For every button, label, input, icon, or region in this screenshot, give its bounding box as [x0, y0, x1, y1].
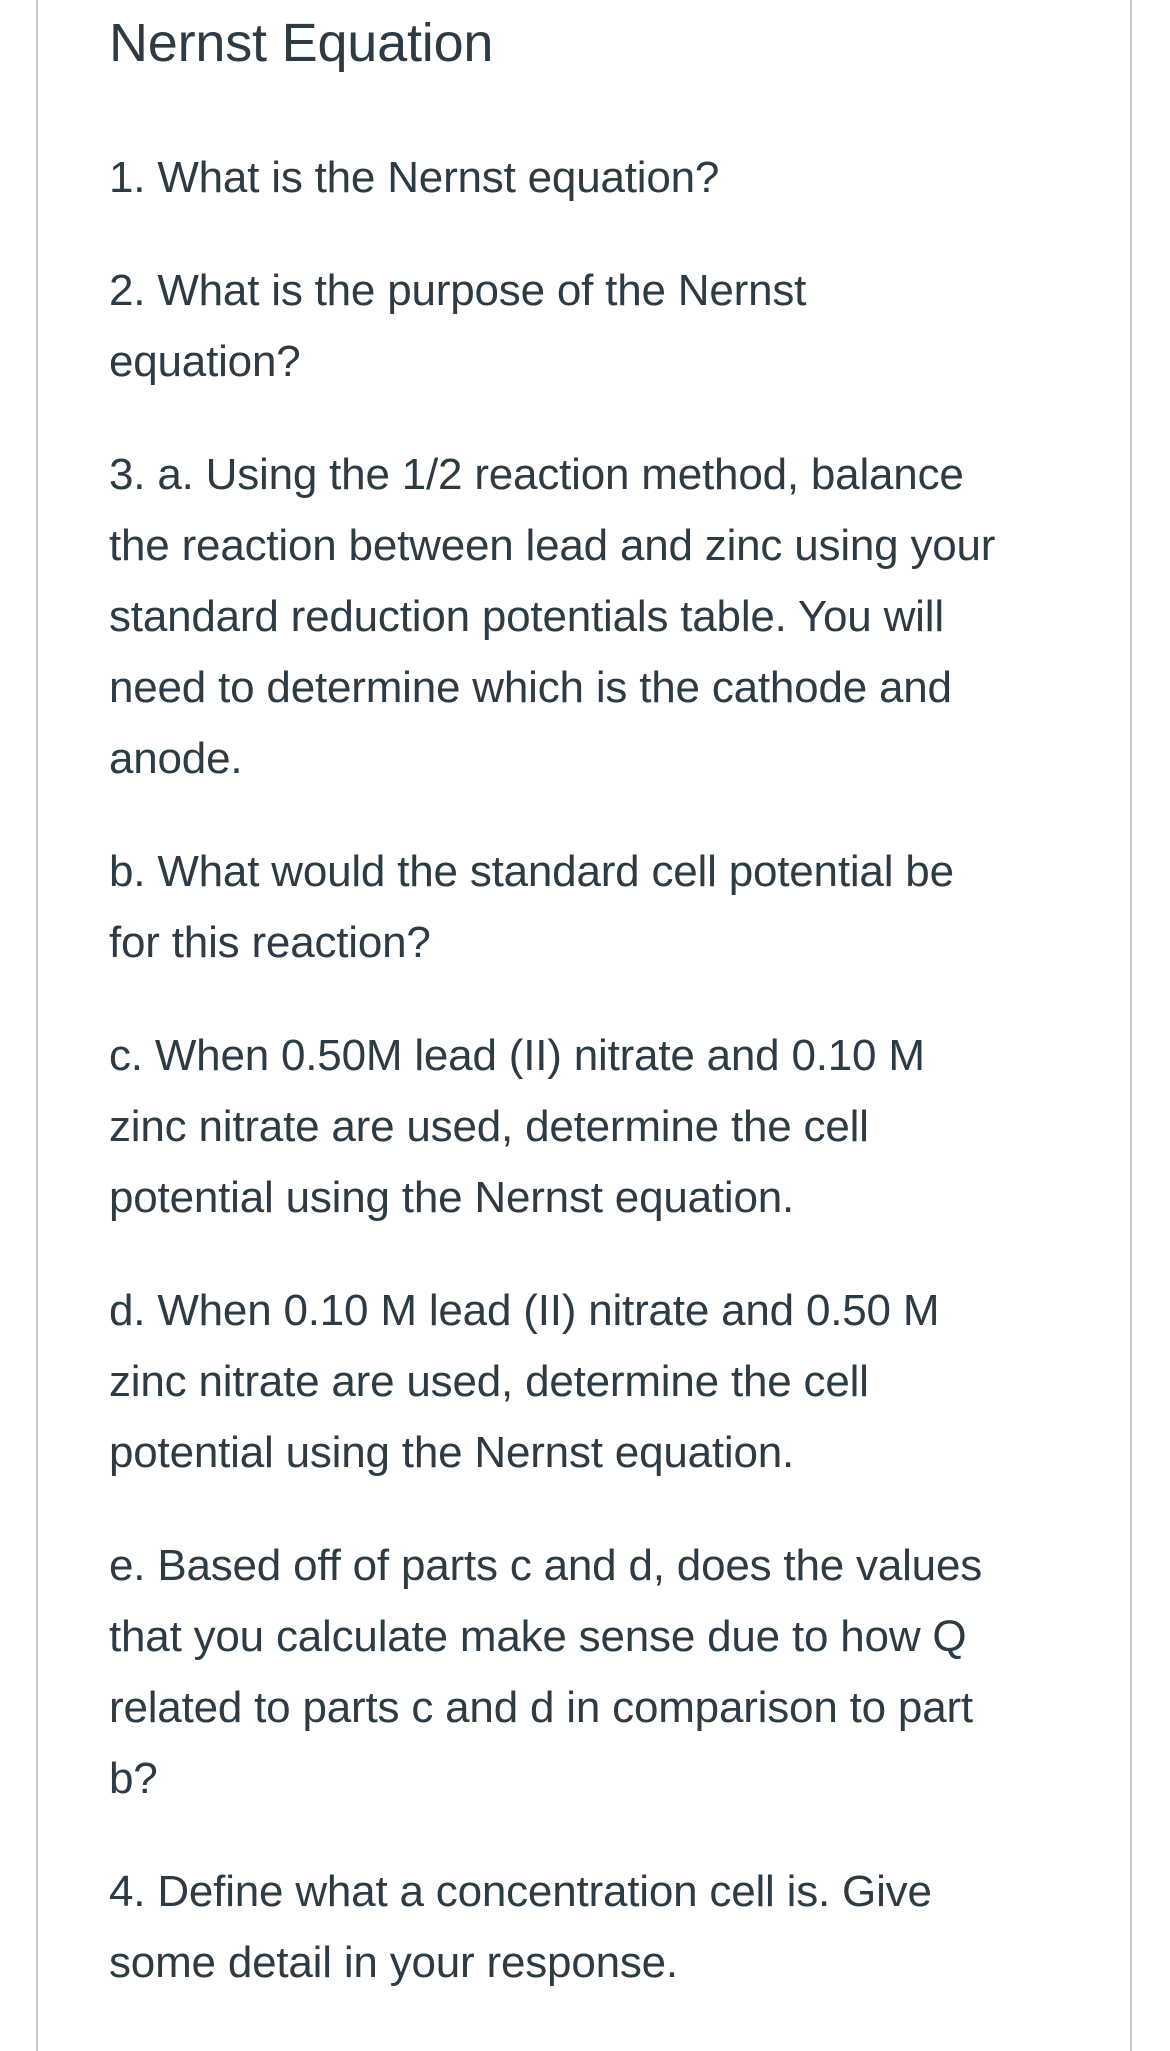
question-paragraph	[109, 142, 1074, 213]
text-line: some detail in your response.	[109, 1938, 678, 1987]
text-line: need to determine which is the cathode and	[109, 663, 952, 712]
text-line: d. When 0.10 M lead (II) nitrate and 0.50 M	[109, 1286, 940, 1335]
text-line: the reaction between lead and zinc using your	[109, 521, 996, 570]
text-line: 3. a. Using the 1/2 reaction method, balance	[109, 450, 964, 499]
question-paragraph	[109, 1530, 1074, 1814]
text-line: 1. What is the Nernst equation?	[109, 153, 720, 202]
text-line: 2. What is the purpose of the Nernst	[109, 266, 807, 315]
text-line: zinc nitrate are used, determine the cell	[109, 1102, 869, 1151]
text-line: standard reduction potentials table. You will	[109, 592, 944, 641]
question-paragraph	[109, 439, 1074, 794]
question-paragraph	[109, 1275, 1074, 1488]
text-line: zinc nitrate are used, determine the cell	[109, 1357, 869, 1406]
text-line: b?	[109, 1754, 158, 1803]
question-paragraph	[109, 1020, 1074, 1233]
text-line: e. Based off of parts c and d, does the values	[109, 1541, 983, 1590]
text-line: potential using the Nernst equation.	[109, 1173, 795, 1222]
text-line: that you calculate make sense due to how Q	[109, 1612, 967, 1661]
text-line: c. When 0.50M lead (II) nitrate and 0.10 M	[109, 1031, 925, 1080]
content-panel	[36, 0, 1132, 2051]
page-title: Nernst Equation	[109, 13, 494, 73]
text-line: equation?	[109, 337, 301, 386]
text-line: related to parts c and d in comparison to part	[109, 1683, 973, 1732]
text-line: anode.	[109, 734, 243, 783]
question-paragraph	[109, 1856, 1074, 1998]
text-line: for this reaction?	[109, 918, 431, 967]
text-line: potential using the Nernst equation.	[109, 1428, 795, 1477]
text-line: 4. Define what a concentration cell is. Give	[109, 1867, 932, 1916]
question-paragraph	[109, 255, 1074, 397]
text-line: b. What would the standard cell potential be	[109, 847, 954, 896]
question-list	[109, 142, 1074, 1998]
question-paragraph	[109, 836, 1074, 978]
